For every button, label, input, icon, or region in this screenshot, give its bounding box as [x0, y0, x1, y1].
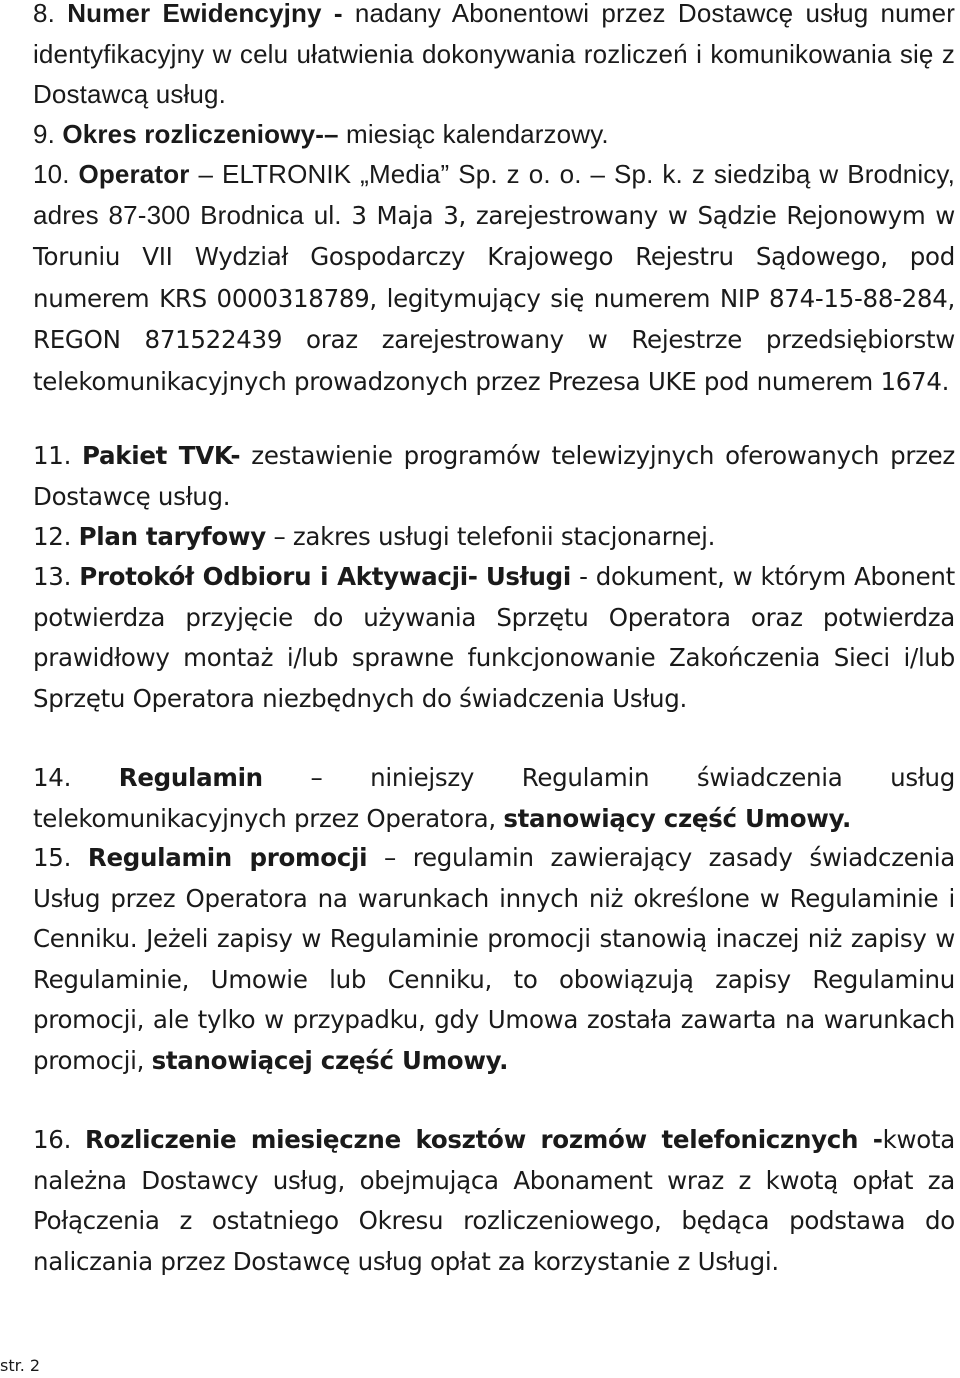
item-text: – niniejszy Regulamin świadczenia usług telekomunikacyjnych przez Operatora,	[33, 763, 955, 833]
item-number: 8.	[33, 0, 55, 28]
item-text: – regulamin zawierający zasady świadczenia Usług przez Operatora na warunkach innych niż określone w Regulaminie i Cenniku. Jeżeli zapisy w Regulaminie promocji stanowią inaczej niż zapisy w Regulaminie, Umowie lub Cenniku, to obowiązują zapisy Regulaminu promocji, ale tylko w przypadku, gdy Umowa została zawarta na warunkach promocji,	[33, 843, 955, 1075]
item-term: Regulamin promocji	[87, 843, 368, 872]
item-dash: –	[324, 119, 339, 149]
item-text: zestawienie programów telewizyjnych oferowanych przez Dostawcę usług.	[33, 441, 955, 511]
item-text: - dokument, w którym Abonent potwierdza przyjęcie do używania Sprzętu Operatora oraz potwierdza prawidłowy montaż i/lub sprawne funkcjonowanie Zakończenia Sieci i/lub Sprzętu Operatora niezbędnych do świadczenia Usług.	[33, 562, 955, 713]
item-term: Operator	[78, 159, 190, 189]
definition-item-15	[33, 838, 955, 1081]
item-tail: stanowiący część Umowy.	[503, 803, 852, 833]
item-number: 16.	[33, 1125, 72, 1154]
item-term: Okres rozliczeniowy-	[62, 119, 325, 149]
definition-item-12	[33, 517, 955, 558]
item-number: 13.	[33, 562, 72, 591]
page-number: str. 2	[0, 1356, 41, 1375]
item-term-secondary: Usługi	[485, 562, 571, 591]
item-term: Pakiet TVK-	[82, 441, 241, 470]
item-text: – ELTRONIK „Media” Sp. z o. o. – Sp. k. z siedzibą w Brodnicy, adres 87-300 Brodnica ul.	[33, 159, 956, 230]
item-term: Protokół Odbioru i Aktywacji-	[79, 562, 478, 591]
item-number: 11.	[33, 441, 72, 470]
item-tail: stanowiącej część Umowy.	[151, 1045, 509, 1075]
definition-item-11	[33, 436, 955, 517]
item-term: Numer Ewidencyjny -	[67, 0, 343, 28]
item-text: kwota należna Dostawcy usług, obejmująca Abonament wraz z kwotą opłat za Połączenia z ostatniego Okresu rozliczeniowego, będąca podstawa do naliczania przez Dostawcę usług opłat za korzystanie z Usługi.	[33, 1125, 955, 1276]
definition-item-8	[33, 0, 955, 115]
item-number: 10.	[33, 159, 70, 189]
definition-item-10	[33, 154, 955, 402]
item-text: – zakres usługi telefonii stacjonarnej.	[273, 522, 716, 551]
item-term: Plan taryfowy	[78, 522, 266, 551]
item-number: 9.	[33, 119, 55, 149]
item-number: 14.	[33, 763, 72, 792]
item-text-continued: 3 Maja 3, zarejestrowany w Sądzie Rejonowym w Toruniu VII Wydział Gospodarczy Krajowego Rejestru Sądowego, pod numerem KRS 0000318789, legitymujący się numerem NIP 874-15-88-284, REGON 871522439 oraz zarejestrowany w Rejestrze przedsiębiorstw telekomunikacyjnych prowadzonych przez Prezesa UKE pod numerem 1674.	[33, 200, 956, 396]
definition-item-14	[33, 758, 955, 839]
definition-item-13	[33, 557, 955, 719]
item-term: Rozliczenie miesięczne kosztów rozmów telefonicznych -	[84, 1125, 883, 1154]
item-text: miesiąc kalendarzowy.	[346, 119, 609, 149]
item-text: nadany Abonentowi przez Dostawcę usług numer identyfikacyjny w celu ułatwienia dokonywania rozliczeń i komunikowania się z Dostawcą usług.	[33, 0, 955, 109]
item-term: Regulamin	[118, 763, 263, 792]
item-number: 12.	[33, 522, 72, 551]
item-number: 15.	[33, 843, 72, 872]
definition-item-16	[33, 1120, 955, 1282]
definition-item-9	[33, 114, 955, 155]
